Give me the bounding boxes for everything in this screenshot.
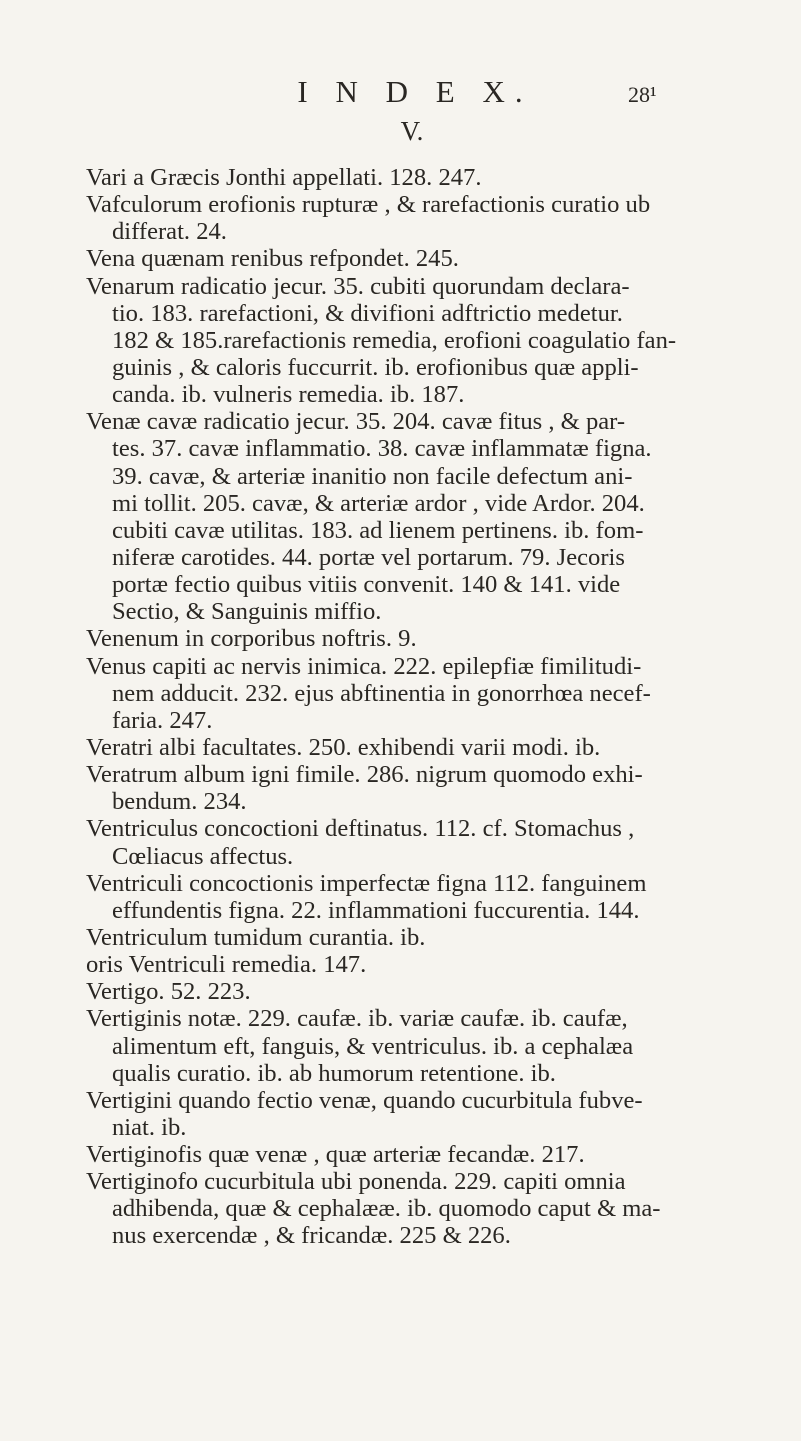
index-entry: Veratrum album igni fimile. 286. nigrum quomodo exhi- — [86, 761, 643, 789]
index-entry: Vertiginofis quæ venæ , quæ arteriæ fecandæ. 217. — [86, 1141, 585, 1169]
index-entry: Vena quænam renibus refpondet. 245. — [86, 245, 459, 273]
index-entry-continuation: bendum. 234. — [112, 788, 247, 816]
index-title: I N D E X. — [297, 74, 533, 109]
index-entry-continuation: niferæ carotides. 44. portæ vel portarum. 79. Jecoris — [112, 543, 625, 571]
index-entry: Venus capiti ac nervis inimica. 222. epilepfiæ fimilitudi- — [86, 652, 642, 680]
index-entry-continuation: nem adducit. 232. ejus abftinentia in gonorrhœa necef- — [112, 679, 651, 707]
index-entry-continuation: 39. cavæ, & arteriæ inanitio non facile defectum ani- — [112, 462, 633, 490]
index-entry-continuation: differat. 24. — [112, 218, 227, 246]
index-entry-continuation: mi tollit. 205. cavæ, & arteriæ ardor , vide Ardor. 204. — [112, 489, 645, 517]
index-entry-continuation: qualis curatio. ib. ab humorum retentione. ib. — [112, 1059, 556, 1087]
index-entry-continuation: Cœliacus affectus. — [112, 842, 294, 870]
index-entry-continuation: canda. ib. vulneris remedia. ib. 187. — [112, 381, 465, 409]
index-entry: Veratri albi facultates. 250. exhibendi varii modi. ib. — [86, 733, 601, 761]
page-number: 28¹ — [628, 82, 657, 107]
index-entry-continuation: guinis , & caloris fuccurrit. ib. erofionibus quæ appli- — [112, 353, 639, 381]
index-entry-continuation: tes. 37. cavæ inflammatio. 38. cavæ inflammatæ figna. — [112, 435, 652, 463]
index-entry: Ventriculi concoctionis imperfectæ figna 112. fanguinem — [86, 869, 647, 897]
index-entry-continuation: tio. 183. rarefactioni, & divifioni adftrictio medetur. — [112, 299, 623, 327]
index-entry: oris Ventriculi remedia. 147. — [86, 951, 367, 979]
index-entry-continuation: nus exercendæ , & fricandæ. 225 & 226. — [112, 1222, 511, 1250]
index-entry-continuation: cubiti cavæ utilitas. 183. ad lienem pertinens. ib. fom- — [112, 516, 644, 544]
index-entry-continuation: niat. ib. — [112, 1113, 187, 1141]
index-entry-continuation: 182 & 185.rarefactionis remedia, erofioni coagulatio fan- — [112, 326, 677, 354]
index-entry: Vertigo. 52. 223. — [86, 978, 251, 1006]
index-entry: Venenum in corporibus noftris. 9. — [86, 625, 417, 653]
index-entry: Ventriculum tumidum curantia. ib. — [86, 923, 426, 951]
index-entry-continuation: effundentis figna. 22. inflammationi fuccurentia. 144. — [112, 896, 640, 924]
index-entry: Vari a Græcis Jonthi appellati. 128. 247. — [86, 164, 482, 191]
index-entry: Vertiginofo cucurbitula ubi ponenda. 229. capiti omnia — [86, 1168, 626, 1196]
index-entry-continuation: alimentum eft, fanguis, & ventriculus. ib. a cephalæa — [112, 1032, 634, 1060]
index-entry: Vertigini quando fectio venæ, quando cucurbitula fubve- — [86, 1086, 643, 1114]
index-entry-continuation: adhibenda, quæ & cephalææ. ib. quomodo caput & ma- — [112, 1195, 661, 1223]
index-entry-continuation: Sectio, & Sanguinis miffio. — [112, 598, 382, 626]
index-entry: Vafculorum erofionis rupturæ , & rarefactionis curatio ub — [86, 191, 651, 219]
index-entry-continuation: portæ fectio quibus vitiis convenit. 140 & 141. vide — [112, 571, 621, 599]
index-entry: Venarum radicatio jecur. 35. cubiti quorundam declara- — [86, 272, 630, 300]
index-entry: Vertiginis notæ. 229. caufæ. ib. variæ caufæ. ib. caufæ, — [86, 1005, 628, 1033]
running-head — [0, 74, 801, 114]
index-entry-continuation: faria. 247. — [112, 706, 213, 734]
index-entry: Venæ cavæ radicatio jecur. 35. 204. cavæ fitus , & par- — [86, 408, 626, 436]
section-letter: V. — [400, 116, 424, 146]
index-entry: Ventriculus concoctioni deftinatus. 112. cf. Stomachus , — [86, 815, 635, 843]
index-entries — [86, 164, 736, 1250]
